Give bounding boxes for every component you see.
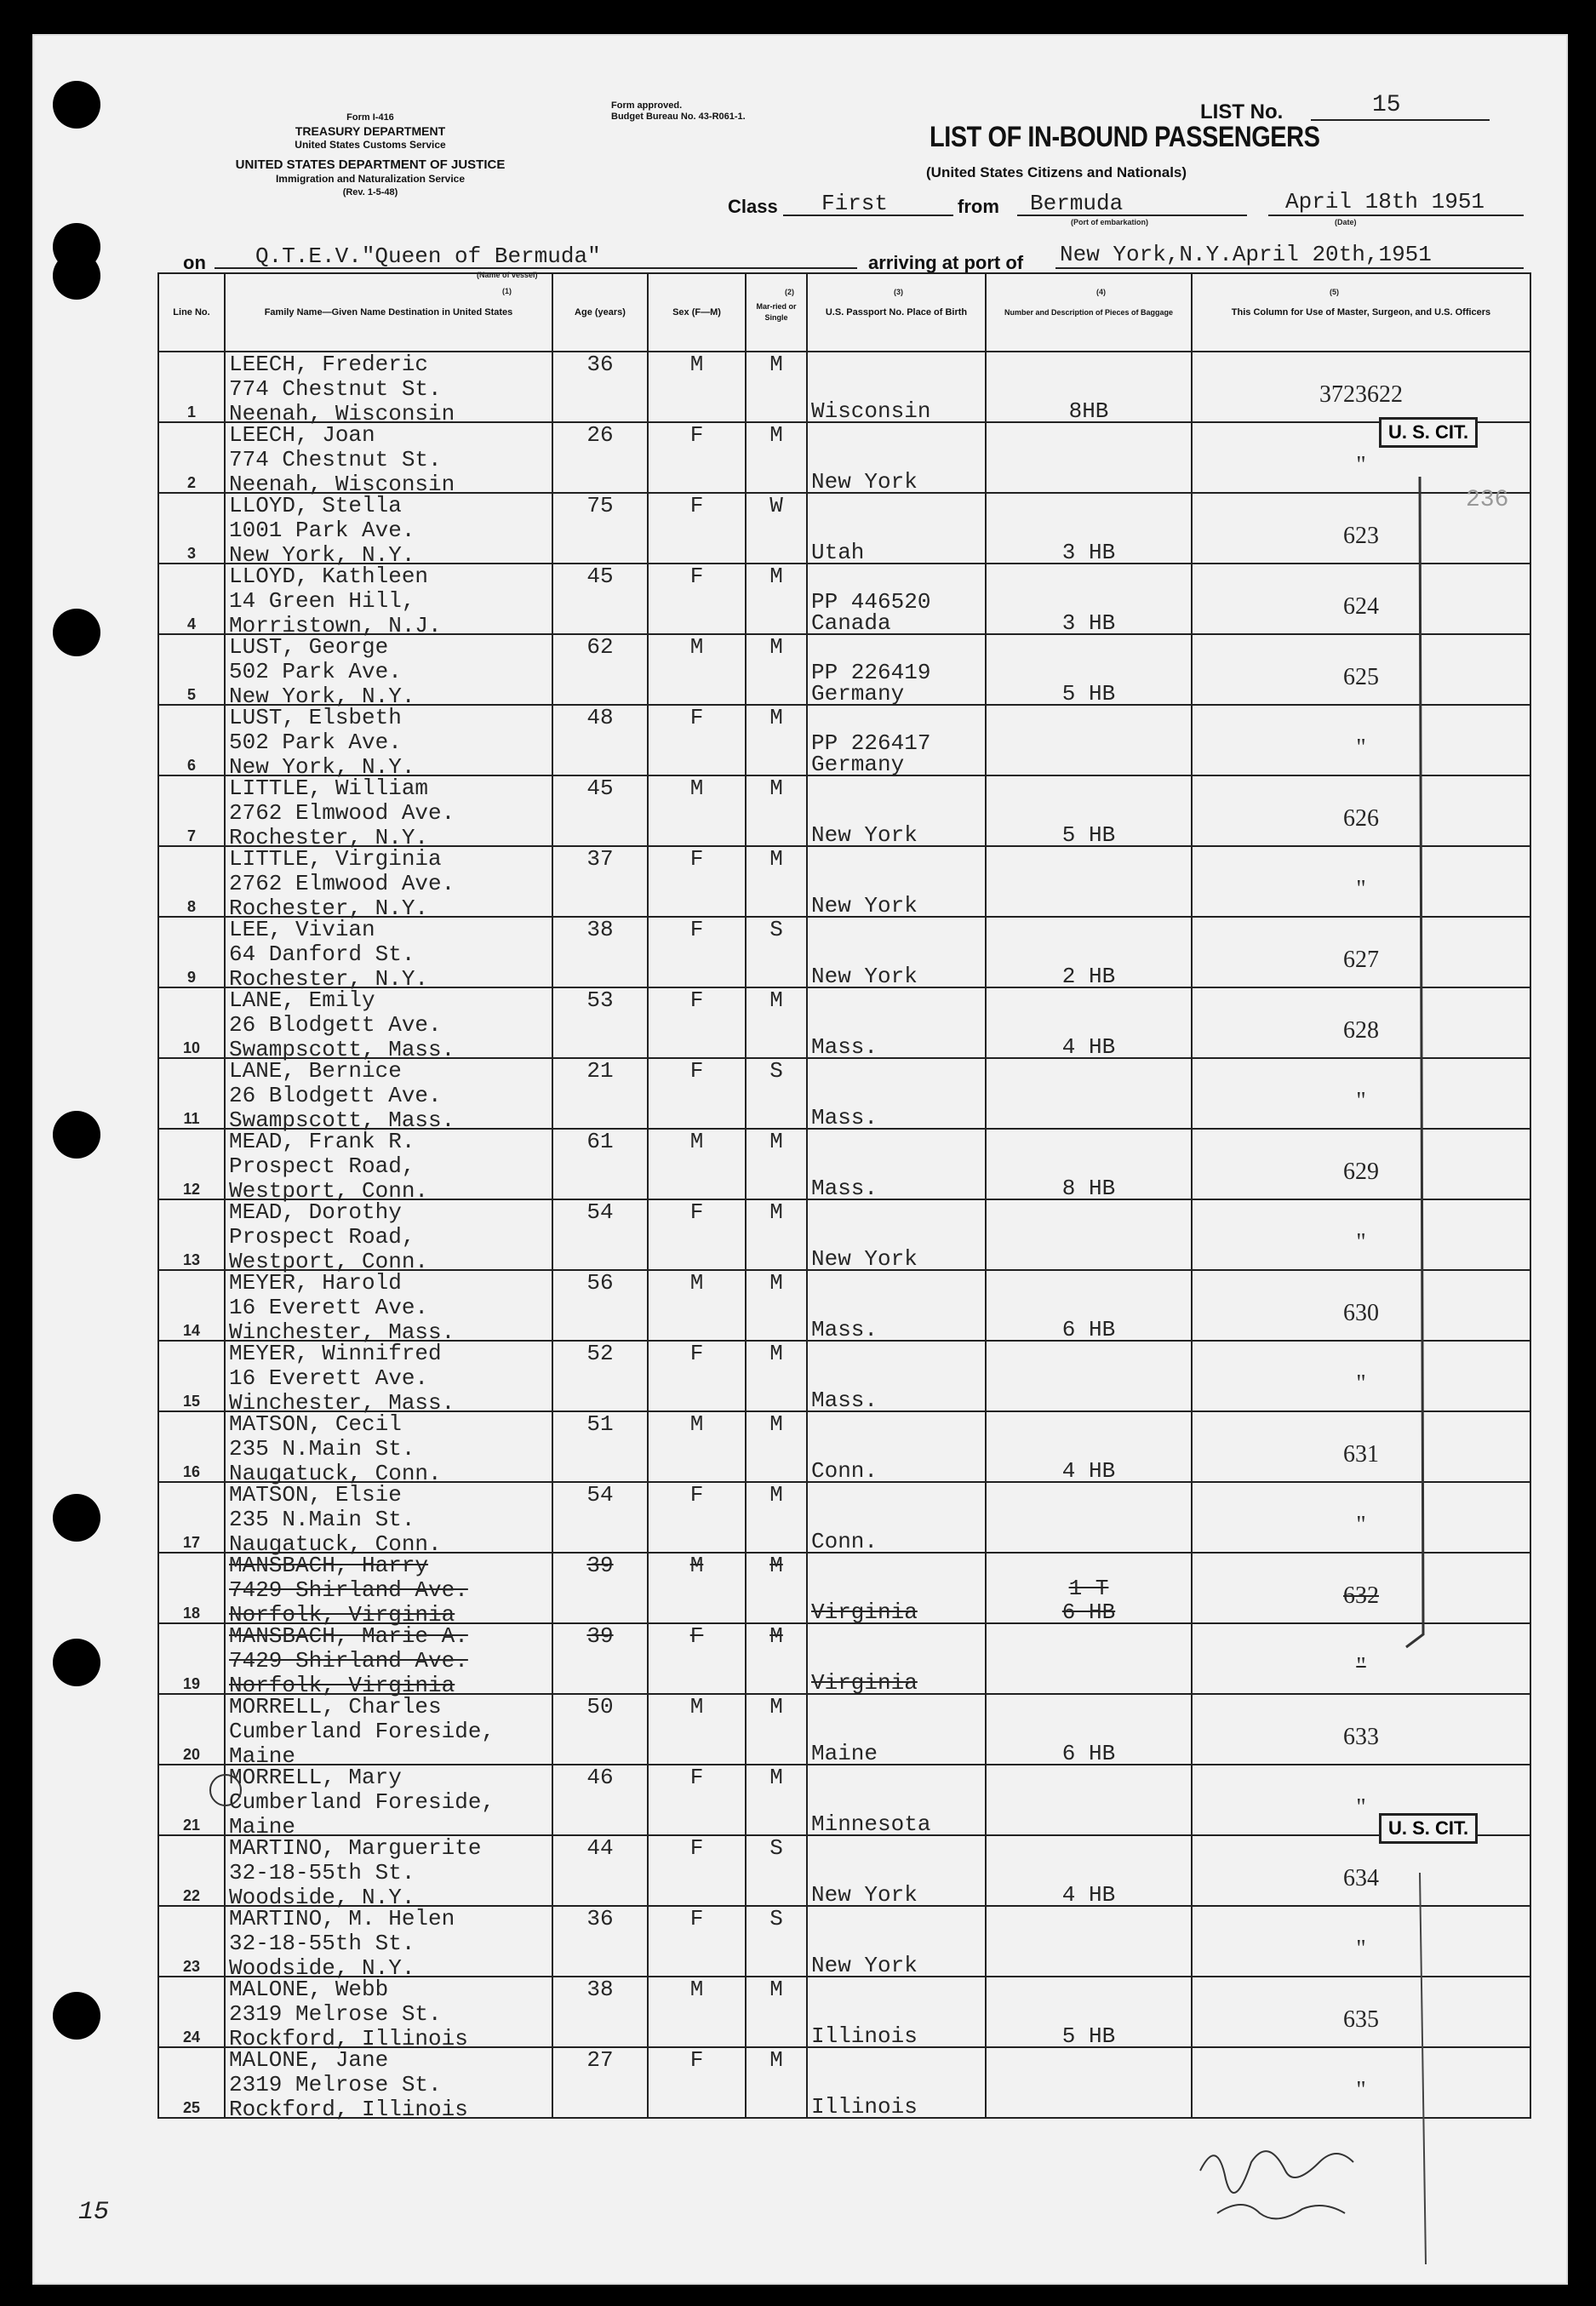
- address-line-1: 7429 Shirland Ave.: [229, 1577, 468, 1603]
- signature: [1200, 2151, 1353, 2193]
- circled-line-number: [210, 1775, 241, 1805]
- line-number-text: 15: [182, 1393, 201, 1410]
- officer-number: 635: [1343, 2006, 1379, 2033]
- birthplace: Illinois: [811, 2023, 918, 2049]
- baggage: 5 HB: [1061, 2023, 1116, 2049]
- sex: F: [689, 1623, 704, 1649]
- baggage: 6 HB: [1061, 1317, 1116, 1342]
- age: 52: [586, 1341, 614, 1366]
- birthplace: Mass.: [811, 1034, 878, 1060]
- marital-status: M: [769, 1623, 783, 1649]
- signature: [1217, 2205, 1345, 2218]
- officer-number: 629: [1343, 1159, 1379, 1185]
- line-number-text: 22: [182, 1887, 201, 1904]
- address-line-2: Swampscott, Mass.: [229, 1107, 455, 1133]
- col-passport: U.S. Passport No. Place of Birth: [807, 273, 986, 352]
- baggage: 6 HB: [1061, 1599, 1116, 1625]
- file-number: 236: [1466, 487, 1509, 513]
- birthplace: New York: [811, 1882, 918, 1908]
- address-line-1: 502 Park Ave.: [229, 659, 402, 684]
- col-line-no: Line No.: [158, 273, 225, 352]
- officer-number: ": [1356, 1653, 1366, 1679]
- passenger-name: LEECH, Frederic: [229, 352, 429, 377]
- baggage-extra: 1 T: [1068, 1576, 1109, 1601]
- date-caption: (Date): [1335, 218, 1357, 226]
- birthplace: Mass.: [811, 1176, 878, 1201]
- passenger-name: LANE, Bernice: [229, 1058, 402, 1084]
- officer-number: ": [1356, 1229, 1366, 1256]
- margin-number: 15: [78, 2198, 110, 2227]
- passenger-name: MARTINO, Marguerite: [229, 1835, 482, 1861]
- sex: F: [689, 1058, 704, 1084]
- from-label: from: [958, 196, 999, 217]
- baggage: 5 HB: [1061, 681, 1116, 707]
- age: 38: [586, 917, 614, 942]
- address-line-1: Cumberland Foreside,: [229, 1789, 495, 1815]
- marital-status: S: [769, 1906, 783, 1931]
- marital-status: M: [769, 1765, 783, 1790]
- treasury-dept: TREASURY DEPARTMENT: [295, 124, 446, 138]
- marital-status: M: [769, 1482, 783, 1508]
- age: 51: [586, 1411, 614, 1437]
- line-number-text: 19: [182, 1675, 201, 1692]
- col-married: Mar-ried or Single: [746, 273, 807, 352]
- officer-number: 633: [1343, 1724, 1379, 1750]
- sex: M: [689, 1411, 704, 1437]
- age: 45: [586, 775, 614, 801]
- birthplace: Virginia: [811, 1599, 918, 1625]
- baggage: 8HB: [1068, 398, 1109, 424]
- officer-number: 627: [1343, 947, 1379, 973]
- officer-number: ": [1356, 1370, 1366, 1397]
- marital-status: M: [769, 1341, 783, 1366]
- officer-number: 624: [1343, 593, 1379, 620]
- birthplace: New York: [811, 893, 918, 918]
- line-number-text: 9: [186, 969, 196, 986]
- officer-number: 626: [1343, 805, 1379, 832]
- line-number-text: 4: [186, 615, 196, 632]
- line-number-text: 18: [182, 1605, 201, 1622]
- sex: M: [689, 1270, 704, 1296]
- sex: F: [689, 917, 704, 942]
- baggage: 4 HB: [1061, 1034, 1116, 1060]
- sex: F: [689, 2047, 704, 2073]
- line-number-text: 24: [182, 2028, 201, 2046]
- passenger-name: MARTINO, M. Helen: [229, 1906, 455, 1931]
- sex: F: [689, 705, 704, 730]
- address-line-1: 32-18-55th St.: [229, 1931, 415, 1956]
- address-line-2: Maine: [229, 1814, 296, 1840]
- marital-status: M: [769, 2047, 783, 2073]
- sex: M: [689, 352, 704, 377]
- baggage: 3 HB: [1061, 610, 1116, 636]
- address-line-2: Neenah, Wisconsin: [229, 472, 455, 497]
- col-sex: Sex (F—M): [648, 273, 746, 352]
- line-number-text: 16: [182, 1463, 201, 1480]
- officer-number: ": [1356, 1794, 1366, 1821]
- birthplace: Mass.: [811, 1317, 878, 1342]
- birthplace: Virginia: [811, 1670, 918, 1696]
- address-line-2: Norfolk, Virginia: [229, 1602, 455, 1628]
- address-line-1: 1001 Park Ave.: [229, 518, 415, 543]
- passenger-name: MEAD, Frank R.: [229, 1129, 415, 1154]
- list-no-value: 15: [1372, 92, 1401, 118]
- officer-number: ": [1356, 876, 1366, 902]
- baggage: 4 HB: [1061, 1458, 1116, 1484]
- passenger-name: MEYER, Harold: [229, 1270, 402, 1296]
- passenger-name: MALONE, Jane: [229, 2047, 389, 2073]
- passenger-name: LEE, Vivian: [229, 917, 375, 942]
- address-line-1: 774 Chestnut St.: [229, 447, 442, 472]
- officer-number: 3723622: [1319, 381, 1403, 408]
- baggage: 4 HB: [1061, 1882, 1116, 1908]
- marital-status: M: [769, 775, 783, 801]
- customs-service: United States Customs Service: [295, 139, 446, 151]
- colnum-4: (4): [1096, 288, 1106, 296]
- birthplace: New York: [811, 1953, 918, 1978]
- marital-status: M: [769, 564, 783, 589]
- birthplace: New York: [811, 822, 918, 848]
- address-line-1: 16 Everett Ave.: [229, 1295, 429, 1320]
- class-value: First: [821, 191, 889, 216]
- passport-number: PP 226419: [811, 660, 931, 685]
- address-line-1: 26 Blodgett Ave.: [229, 1083, 442, 1108]
- line-number-text: 5: [186, 686, 196, 703]
- sex: F: [689, 987, 704, 1013]
- form-approved: Form approved.: [611, 100, 683, 111]
- sex: F: [689, 1341, 704, 1366]
- birthplace: New York: [811, 964, 918, 989]
- colnum-1: (1): [502, 287, 512, 295]
- checkmark-line: [1420, 1873, 1426, 2264]
- birthplace: Mass.: [811, 1388, 878, 1413]
- us-cit-stamp: U. S. CIT.: [1379, 417, 1478, 448]
- birthplace: Germany: [811, 681, 905, 707]
- sex: M: [689, 1977, 704, 2002]
- age: 46: [586, 1765, 614, 1790]
- address-line-2: Westport, Conn.: [229, 1178, 429, 1204]
- officer-number: 623: [1343, 523, 1379, 549]
- us-cit-stamp: U. S. CIT.: [1379, 1813, 1478, 1844]
- date-value: April 18th 1951: [1285, 189, 1485, 215]
- address-line-2: Maine: [229, 1743, 296, 1769]
- address-line-1: 64 Danford St.: [229, 941, 415, 967]
- address-line-2: Rockford, Illinois: [229, 2026, 468, 2051]
- officer-number: 630: [1343, 1300, 1379, 1326]
- address-line-1: Prospect Road,: [229, 1224, 415, 1250]
- marital-status: M: [769, 1553, 783, 1578]
- marital-status: M: [769, 1977, 783, 2002]
- colnum-2: (2): [785, 288, 794, 296]
- officer-number: 628: [1343, 1017, 1379, 1044]
- line-number-text: 3: [186, 545, 196, 562]
- address-line-2: Swampscott, Mass.: [229, 1037, 455, 1062]
- line-number-text: 1: [186, 403, 196, 421]
- from-value: Bermuda: [1030, 191, 1124, 216]
- line-number-text: 2: [186, 474, 196, 491]
- age: 44: [586, 1835, 614, 1861]
- baggage: 6 HB: [1061, 1741, 1116, 1766]
- passport-number: PP 226417: [811, 730, 931, 756]
- address-line-2: New York, N.Y.: [229, 754, 415, 780]
- passenger-name: LITTLE, William: [229, 775, 429, 801]
- officer-number: 625: [1343, 664, 1379, 690]
- age: 61: [586, 1129, 614, 1154]
- address-line-1: 502 Park Ave.: [229, 730, 402, 755]
- sex: F: [689, 1199, 704, 1225]
- class-label: Class: [728, 196, 778, 217]
- age: 54: [586, 1482, 614, 1508]
- marital-status: M: [769, 1694, 783, 1719]
- address-line-2: Naugatuck, Conn.: [229, 1531, 442, 1557]
- passport-number: PP 446520: [811, 589, 931, 615]
- budget-bureau: Budget Bureau No. 43-R061-1.: [611, 112, 746, 122]
- marital-status: M: [769, 1411, 783, 1437]
- passenger-name: MANSBACH, Harry: [229, 1553, 429, 1578]
- vessel-value: Q.T.E.V."Queen of Bermuda": [255, 243, 601, 269]
- line-number-text: 10: [182, 1039, 201, 1056]
- col-age: Age (years): [552, 273, 648, 352]
- address-line-2: Rockford, Illinois: [229, 2097, 468, 2122]
- sex: F: [689, 493, 704, 518]
- passenger-name: LUST, George: [229, 634, 389, 660]
- age: 56: [586, 1270, 614, 1296]
- sex: M: [689, 775, 704, 801]
- marital-status: W: [769, 493, 783, 518]
- passenger-name: LLOYD, Kathleen: [229, 564, 429, 589]
- line-number-text: 21: [182, 1817, 201, 1834]
- page-subtitle: (United States Citizens and Nationals): [926, 164, 1187, 180]
- address-line-1: 235 N.Main St.: [229, 1507, 415, 1532]
- marital-status: M: [769, 422, 783, 448]
- age: 26: [586, 422, 614, 448]
- sex: M: [689, 1694, 704, 1719]
- arriving-value: New York,N.Y.April 20th,1951: [1060, 242, 1432, 267]
- officer-number: ": [1356, 452, 1366, 478]
- address-line-1: Prospect Road,: [229, 1153, 415, 1179]
- passenger-name: MANSBACH, Marie A.: [229, 1623, 468, 1649]
- passenger-name: MALONE, Webb: [229, 1977, 389, 2002]
- colnum-3: (3): [894, 288, 903, 296]
- address-line-2: Rochester, N.Y.: [229, 896, 429, 921]
- sex: F: [689, 1835, 704, 1861]
- baggage: 3 HB: [1061, 540, 1116, 565]
- address-line-1: 774 Chestnut St.: [229, 376, 442, 402]
- age: 39: [586, 1623, 614, 1649]
- passenger-name: MORRELL, Mary: [229, 1765, 402, 1790]
- birthplace: Conn.: [811, 1458, 878, 1484]
- officer-number: 632: [1343, 1582, 1379, 1609]
- age: 37: [586, 846, 614, 872]
- address-line-2: Norfolk, Virginia: [229, 1673, 455, 1698]
- address-line-1: 2319 Melrose St.: [229, 2072, 442, 2097]
- officer-number: 631: [1343, 1441, 1379, 1468]
- address-line-2: Westport, Conn.: [229, 1249, 429, 1274]
- age: 53: [586, 987, 614, 1013]
- marital-status: S: [769, 1835, 783, 1861]
- age: 36: [586, 352, 614, 377]
- sex: F: [689, 564, 704, 589]
- address-line-1: 26 Blodgett Ave.: [229, 1012, 442, 1038]
- list-no-label: LIST No.: [1200, 100, 1284, 123]
- on-label: on: [183, 252, 206, 273]
- age: 62: [586, 634, 614, 660]
- birthplace: Minnesota: [811, 1811, 931, 1837]
- address-line-2: Naugatuck, Conn.: [229, 1461, 442, 1486]
- birthplace: Illinois: [811, 2094, 918, 2120]
- address-line-2: Morristown, N.J.: [229, 613, 442, 638]
- age: 38: [586, 1977, 614, 2002]
- officer-number: ": [1356, 735, 1366, 761]
- address-line-1: 32-18-55th St.: [229, 1860, 415, 1885]
- age: 48: [586, 705, 614, 730]
- line-number-text: 23: [182, 1958, 201, 1975]
- marital-status: S: [769, 917, 783, 942]
- marital-status: M: [769, 1270, 783, 1296]
- birthplace: New York: [811, 1246, 918, 1272]
- marital-status: M: [769, 634, 783, 660]
- passenger-name: MEAD, Dorothy: [229, 1199, 402, 1225]
- age: 21: [586, 1058, 614, 1084]
- page-title: LIST OF IN-BOUND PASSENGERS: [930, 121, 1320, 153]
- baggage: 5 HB: [1061, 822, 1116, 848]
- birthplace: Canada: [811, 610, 891, 636]
- line-number-text: 20: [182, 1746, 201, 1763]
- marital-status: M: [769, 352, 783, 377]
- address-line-2: Winchester, Mass.: [229, 1390, 455, 1416]
- address-line-2: New York, N.Y.: [229, 684, 415, 709]
- age: 27: [586, 2047, 614, 2073]
- address-line-2: New York, N.Y.: [229, 542, 415, 568]
- checkmark-line: [1406, 477, 1423, 1647]
- birthplace: Maine: [811, 1741, 878, 1766]
- birthplace: Wisconsin: [811, 398, 931, 424]
- officer-number: 634: [1343, 1865, 1379, 1891]
- line-number-text: 7: [186, 827, 196, 844]
- line-number-text: 11: [183, 1110, 200, 1127]
- sex: M: [689, 1129, 704, 1154]
- address-line-1: 14 Green Hill,: [229, 588, 415, 614]
- justice-dept: UNITED STATES DEPARTMENT OF JUSTICE: [235, 157, 506, 172]
- address-line-2: Woodside, N.Y.: [229, 1955, 415, 1981]
- address-line-1: 235 N.Main St.: [229, 1436, 415, 1462]
- address-line-1: 16 Everett Ave.: [229, 1365, 429, 1391]
- line-number-text: 12: [182, 1181, 201, 1198]
- passenger-name: LITTLE, Virginia: [229, 846, 442, 872]
- line-number-text: 14: [182, 1322, 201, 1339]
- birthplace: Germany: [811, 752, 905, 777]
- address-line-2: Rochester, N.Y.: [229, 825, 429, 850]
- marital-status: M: [769, 987, 783, 1013]
- revision: (Rev. 1-5-48): [342, 187, 398, 197]
- passenger-name: LEECH, Joan: [229, 422, 375, 448]
- sex: F: [689, 1765, 704, 1790]
- baggage: 2 HB: [1061, 964, 1116, 989]
- ins-service: Immigration and Naturalization Service: [275, 173, 466, 185]
- sex: M: [689, 634, 704, 660]
- address-line-2: Winchester, Mass.: [229, 1319, 455, 1345]
- sex: F: [689, 1906, 704, 1931]
- age: 39: [586, 1553, 614, 1578]
- age: 54: [586, 1199, 614, 1225]
- vessel-caption: (Name of vessel): [477, 271, 538, 279]
- passenger-name: MATSON, Elsie: [229, 1482, 402, 1508]
- line-number-text: 6: [186, 757, 196, 774]
- from-caption: (Port of embarkation): [1071, 218, 1149, 226]
- passenger-name: MATSON, Cecil: [229, 1411, 402, 1437]
- marital-status: S: [769, 1058, 783, 1084]
- sex: M: [689, 1553, 704, 1578]
- birthplace: Conn.: [811, 1529, 878, 1554]
- marital-status: M: [769, 705, 783, 730]
- passenger-name: LLOYD, Stella: [229, 493, 402, 518]
- officer-number: ": [1356, 2077, 1366, 2103]
- col-baggage: Number and Description of Pieces of Baggage: [986, 273, 1192, 352]
- address-line-2: Woodside, N.Y.: [229, 1885, 415, 1910]
- col-officers: This Column for Use of Master, Surgeon, and U.S. Officers: [1192, 273, 1530, 352]
- address-line-2: Neenah, Wisconsin: [229, 401, 455, 426]
- officer-number: ": [1356, 1936, 1366, 1962]
- line-number-text: 13: [182, 1251, 201, 1268]
- line-number-text: 17: [182, 1534, 201, 1551]
- form-number: Form I-416: [346, 112, 394, 123]
- marital-status: M: [769, 1129, 783, 1154]
- col-name: Family Name—Given Name Destination in United States: [225, 273, 552, 352]
- passenger-name: MORRELL, Charles: [229, 1694, 442, 1719]
- address-line-1: 7429 Shirland Ave.: [229, 1648, 468, 1674]
- marital-status: M: [769, 846, 783, 872]
- address-line-1: 2762 Elmwood Ave.: [229, 800, 455, 826]
- age: 50: [586, 1694, 614, 1719]
- age: 45: [586, 564, 614, 589]
- officer-number: ": [1356, 1512, 1366, 1538]
- sex: F: [689, 422, 704, 448]
- address-line-1: 2762 Elmwood Ave.: [229, 871, 455, 896]
- age: 36: [586, 1906, 614, 1931]
- sex: F: [689, 846, 704, 872]
- line-number-text: 25: [182, 2099, 201, 2116]
- birthplace: New York: [811, 469, 918, 495]
- birthplace: Utah: [811, 540, 865, 565]
- passenger-name: LANE, Emily: [229, 987, 375, 1013]
- colnum-5: (5): [1330, 288, 1339, 296]
- marital-status: M: [769, 1199, 783, 1225]
- sex: F: [689, 1482, 704, 1508]
- address-line-1: 2319 Melrose St.: [229, 2001, 442, 2027]
- address-line-2: Rochester, N.Y.: [229, 966, 429, 992]
- passenger-name: MEYER, Winnifred: [229, 1341, 442, 1366]
- age: 75: [586, 493, 614, 518]
- address-line-1: Cumberland Foreside,: [229, 1719, 495, 1744]
- arriving-label: arriving at port of: [868, 252, 1024, 273]
- officer-number: ": [1356, 1088, 1366, 1114]
- baggage: 8 HB: [1061, 1176, 1116, 1201]
- birthplace: Mass.: [811, 1105, 878, 1130]
- passenger-name: LUST, Elsbeth: [229, 705, 402, 730]
- line-number-text: 8: [186, 898, 196, 915]
